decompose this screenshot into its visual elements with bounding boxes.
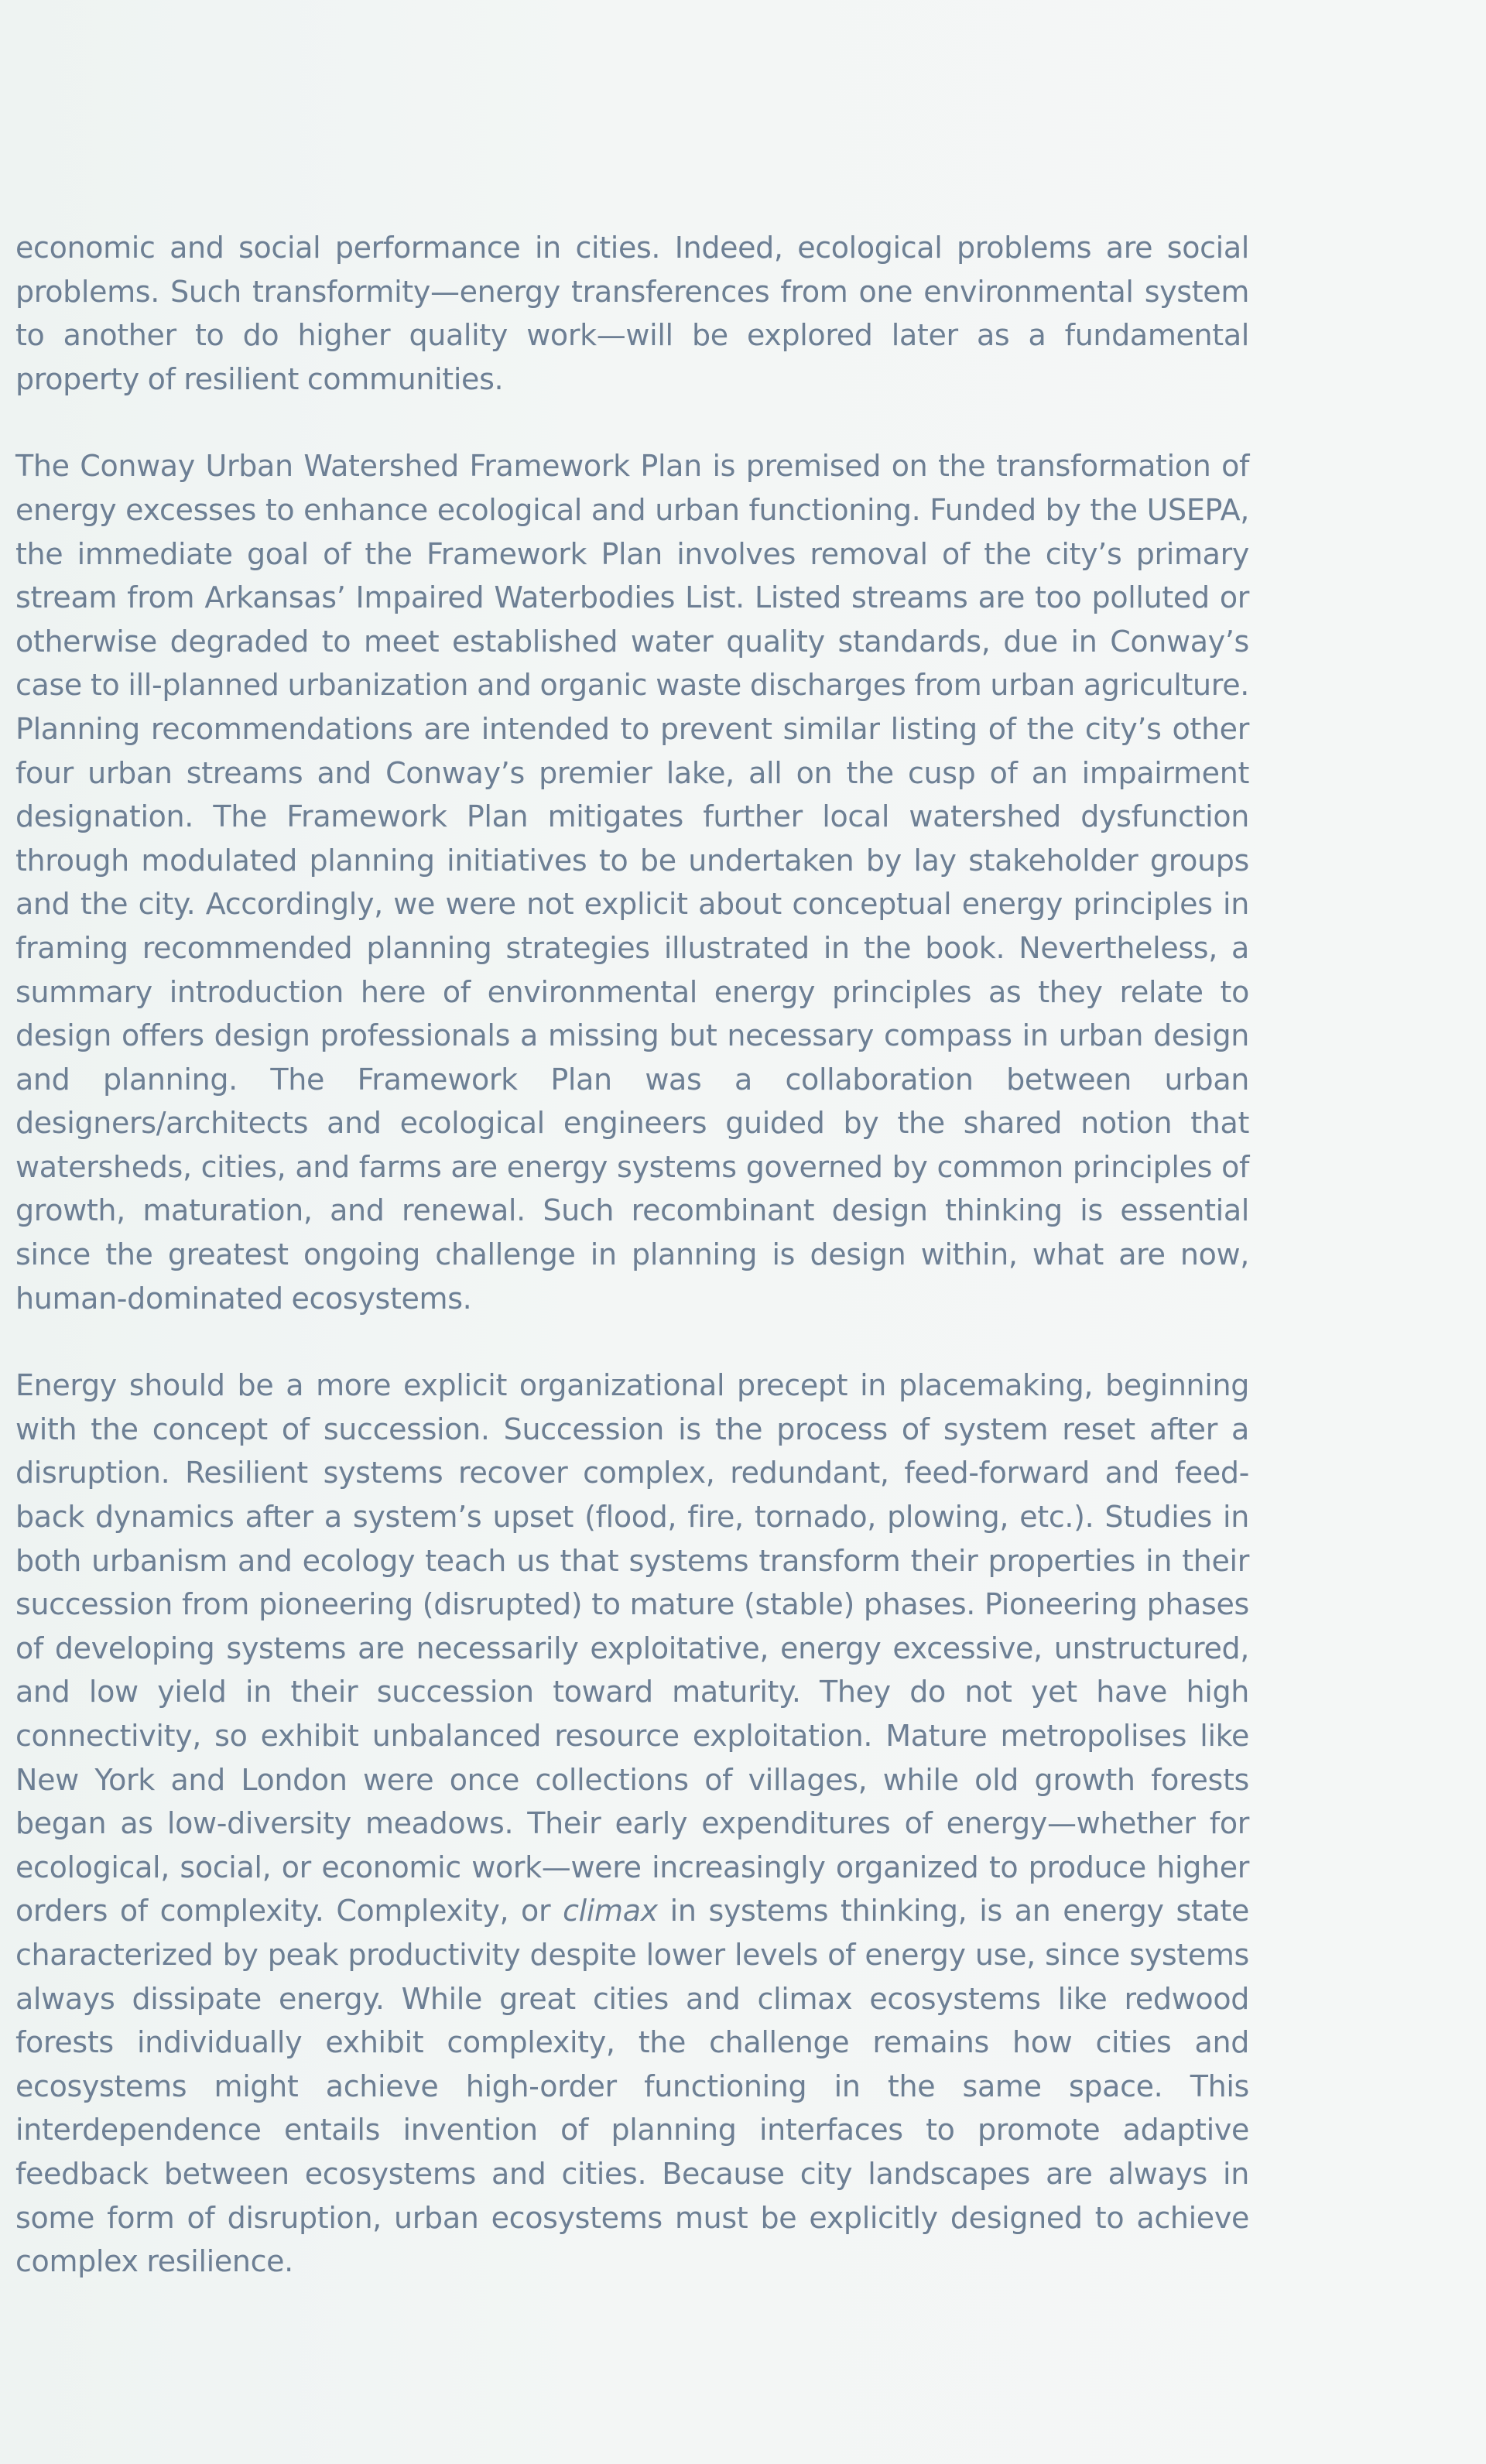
paragraph-2: The Conway Urban Watershed Framework Plan is premised on the transformation of energy excesses to enhance ecological and urban functioning. Funded by the USEPA, the immediate goal of the Framework Plan involves removal of the city’s primary stream from Arkansas’ Impaired Waterbodies List. Listed streams are too polluted or otherwise degraded to meet established water quality standards, due in Conway’s case to ill-planned urbanization and organic waste discharges from urban agriculture. Planning recommendations are intended to prevent similar listing of the city’s other four urban streams and Conway’s premier lake, all on the cusp of an impairment designation. The Framework Plan mitigates further local watershed dysfunction through modulated planning initiatives to be undertaken by lay stakeholder groups and the city. Accordingly, we were not explicit about conceptual energy principles in framing recommended planning strategies illustrated in the book. Nevertheless, a summary introduction here of environmental energy principles as they relate to design offers design professionals a missing but necessary compass in urban design and planning. The Framework Plan was a collaboration between urban designers/architects and ecological engineers guided by the shared notion that watersheds, cities, and farms are energy systems governed by common principles of growth, maturation, and renewal. Such recombinant design thinking is essential since the greatest ongoing challenge in planning is design within, what are now, human-dominated ecosystems. xyxy=(15,449,1249,1316)
italic-term-climax: climax xyxy=(563,1894,658,1928)
paragraph-3-text-start: Energy should be a more explicit organizational precept in placemaking, beginning with the concept of succession. Succession is the process of system reset after a disruption. Resilient systems recover complex, redundant, feed-forward and feed-back dynamics after a system’s upset (flood, fire, tornado, plowing, etc.). Studies in both urbanism and ecology teach us that systems transform their properties in their succession from pioneering (disrupted) to mature (stable) phases. Pioneering phases of developing systems are necessarily exploitative, energy excessive, unstructured, and low yield in their succession toward maturity. They do not yet have high connectivity, so exhibit unbalanced resource exploitation. Mature metropolises like New York and London were once collections of villages, while old growth forests began as low-diversity meadows. Their early expenditures of energy—whether for ecological, social, or economic work—were increasingly organized to produce higher orders of complexity. Complexity, or xyxy=(15,1368,1249,1928)
body-text-column xyxy=(15,226,1249,2284)
paragraph-3 xyxy=(15,1364,1249,2283)
paragraph-1: economic and social performance in cities. Indeed, ecological problems are social problems. Such transformity—energy transferences from one environmental system to another to do higher quality work—will be explored later as a fundamental property of resilient communities. xyxy=(15,231,1249,396)
paragraph-3-text-end: in systems thinking, is an energy state characterized by peak productivity despite lower levels of energy use, since systems always dissipate energy. While great cities and climax ecosystems like redwood forests individually exhibit complexity, the challenge remains how cities and ecosystems might achieve high-order functioning in the same space. This interdependence entails invention of planning interfaces to promote adaptive feedback between ecosystems and cities. Because city landscapes are always in some form of disruption, urban ecosystems must be explicitly designed to achieve complex resilience. xyxy=(15,1894,1249,2279)
